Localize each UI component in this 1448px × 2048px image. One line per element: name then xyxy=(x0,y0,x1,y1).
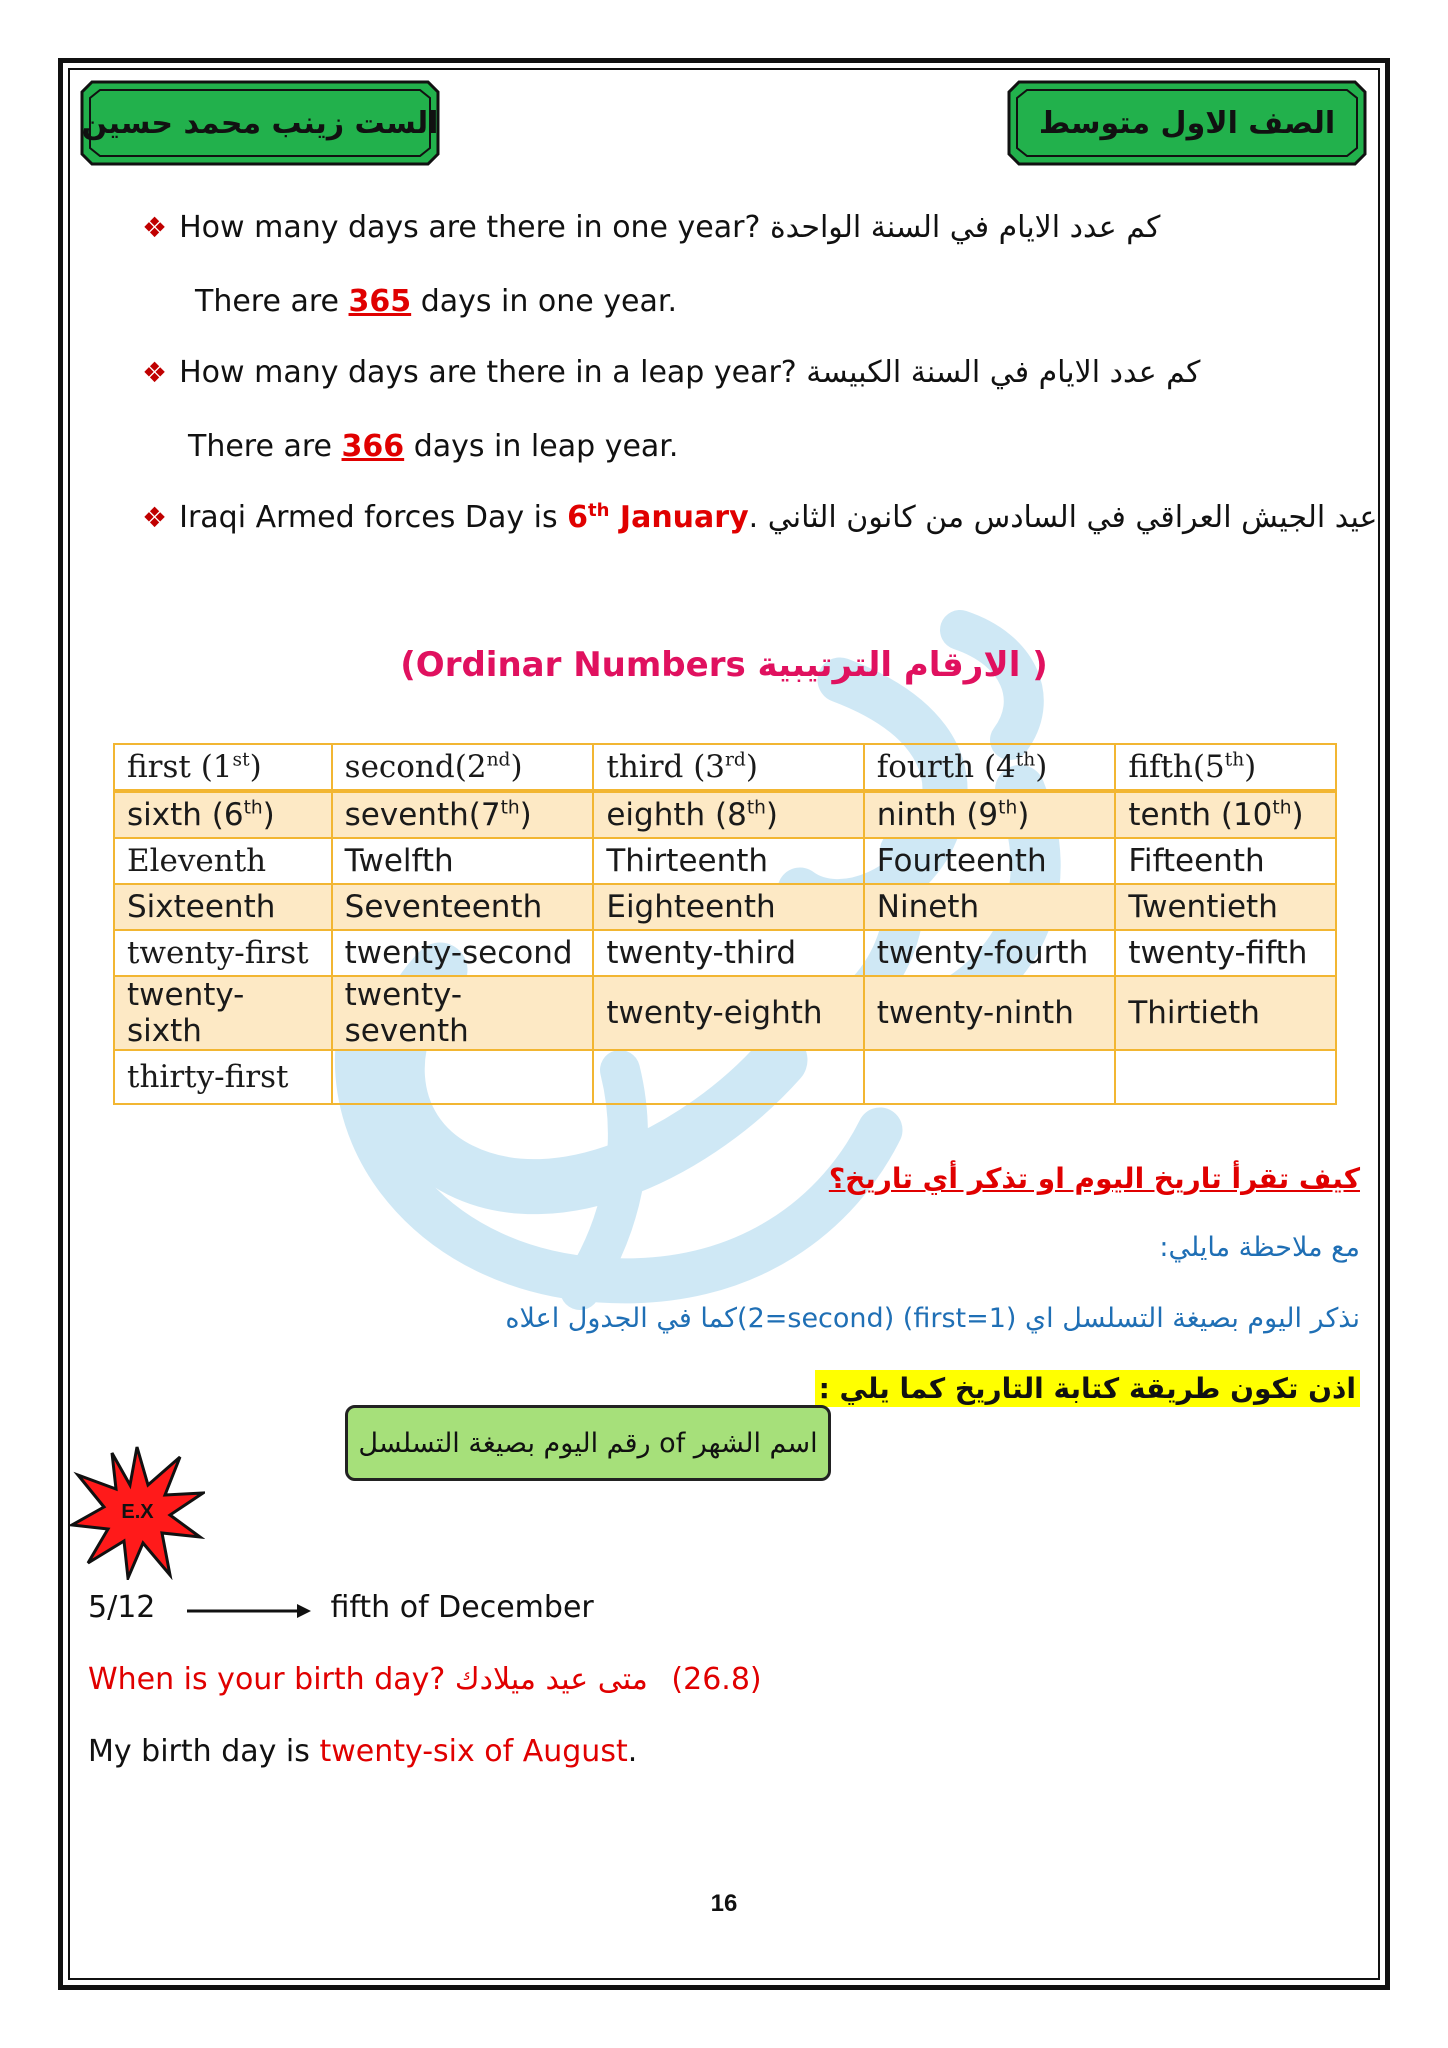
date-format-formula: اسم الشهر of رقم اليوم بصيغة التسلسل xyxy=(345,1405,831,1481)
table-cell: Thirteenth xyxy=(593,838,863,884)
table-cell: twenty-ninth xyxy=(864,976,1116,1050)
birthday-answer: My birth day is twenty-six of August. xyxy=(88,1734,638,1769)
table-cell: twenty-sixth xyxy=(114,976,332,1050)
table-cell: twenty-fifth xyxy=(1115,930,1336,976)
teacher-name-banner xyxy=(80,80,440,166)
table-cell: Eleventh xyxy=(114,838,332,884)
table-cell: third (3rd) xyxy=(593,744,863,791)
table-cell: tenth (10th) xyxy=(1115,791,1336,838)
example-date-line: 5/12 fifth of December xyxy=(88,1590,594,1625)
table-cell: Twelfth xyxy=(332,838,594,884)
diamond-bullet-icon: ❖ xyxy=(142,501,168,534)
table-cell: twenty-second xyxy=(332,930,594,976)
days-count-365: 365 xyxy=(348,284,412,319)
table-cell: Sixteenth xyxy=(114,884,332,930)
example-badge-label: E.X xyxy=(121,1501,154,1523)
table-cell: twenty-seventh xyxy=(332,976,594,1050)
answer-leap-year: There are 366 days in leap year. xyxy=(188,429,679,464)
table-cell: twenty-fourth xyxy=(864,930,1116,976)
teacher-name: الست زينب محمد حسين xyxy=(81,105,439,141)
table-cell: fifth(5th) xyxy=(1115,744,1336,791)
table-row xyxy=(114,1050,1336,1104)
how-to-read-date-heading: كيف تقرأ تاريخ اليوم او تذكر أي تاريخ؟ xyxy=(828,1162,1360,1195)
table-cell: ninth (9th) xyxy=(864,791,1116,838)
army-day-line: ❖ Iraqi Armed forces Day is 6th January. عيد الجيش العراقي في السادس من كانون الثاني xyxy=(142,500,1378,535)
right-arrow-icon xyxy=(185,1597,313,1621)
table-cell: eighth (8th) xyxy=(593,791,863,838)
table-row xyxy=(114,976,1336,1050)
question-one-year: ❖ How many days are there in one year? كم عدد الايام في السنة الواحدة xyxy=(142,210,1161,245)
table-cell xyxy=(1115,1050,1336,1104)
table-cell: Fourteenth xyxy=(864,838,1116,884)
table-cell: second(2nd) xyxy=(332,744,594,791)
ordinal-numbers-table xyxy=(113,743,1337,1105)
table-cell: twenty-first xyxy=(114,930,332,976)
ordinal-rule: نذكر اليوم بصيغة التسلسل اي (1=first) (2=second)كما في الجدول اعلاه xyxy=(505,1303,1360,1334)
table-row xyxy=(114,930,1336,976)
question-leap-year: ❖ How many days are there in a leap year? كم عدد الايام في السنة الكبيسة xyxy=(142,355,1201,390)
table-cell: twenty-third xyxy=(593,930,863,976)
diamond-bullet-icon: ❖ xyxy=(142,211,168,244)
table-cell xyxy=(332,1050,594,1104)
page-number: 16 xyxy=(710,1890,738,1917)
birthday-question: When is your birth day? متى عيد ميلادك (26.8) xyxy=(88,1662,762,1697)
table-cell: Eighteenth xyxy=(593,884,863,930)
class-level: الصف الاول متوسط xyxy=(1038,105,1336,141)
ordinal-numbers-title: (Ordinar Numbers الارقام الترتيبية ) xyxy=(400,645,1048,685)
table-cell xyxy=(864,1050,1116,1104)
table-cell: Fifteenth xyxy=(1115,838,1336,884)
table-row xyxy=(114,884,1336,930)
table-cell: thirty-first xyxy=(114,1050,332,1104)
note-intro: مع ملاحظة مايلي: xyxy=(1159,1232,1360,1263)
table-cell: sixth (6th) xyxy=(114,791,332,838)
diamond-bullet-icon: ❖ xyxy=(142,356,168,389)
table-cell: Nineth xyxy=(864,884,1116,930)
table-cell: twenty-eighth xyxy=(593,976,863,1050)
table-cell: seventh(7th) xyxy=(332,791,594,838)
date-format-intro: اذن تكون طريقة كتابة التاريخ كما يلي : xyxy=(815,1372,1360,1405)
army-day-date: 6th January xyxy=(567,500,749,535)
table-cell: fourth (4th) xyxy=(864,744,1116,791)
answer-one-year: There are 365 days in one year. xyxy=(195,284,678,319)
table-cell: Thirtieth xyxy=(1115,976,1336,1050)
table-cell: first (1st) xyxy=(114,744,332,791)
table-cell xyxy=(593,1050,863,1104)
table-row xyxy=(114,791,1336,838)
table-row xyxy=(114,744,1336,791)
class-level-banner xyxy=(1007,80,1367,166)
table-cell: Seventeenth xyxy=(332,884,594,930)
table-cell: Twentieth xyxy=(1115,884,1336,930)
table-row xyxy=(114,838,1336,884)
days-count-366: 366 xyxy=(341,429,405,464)
